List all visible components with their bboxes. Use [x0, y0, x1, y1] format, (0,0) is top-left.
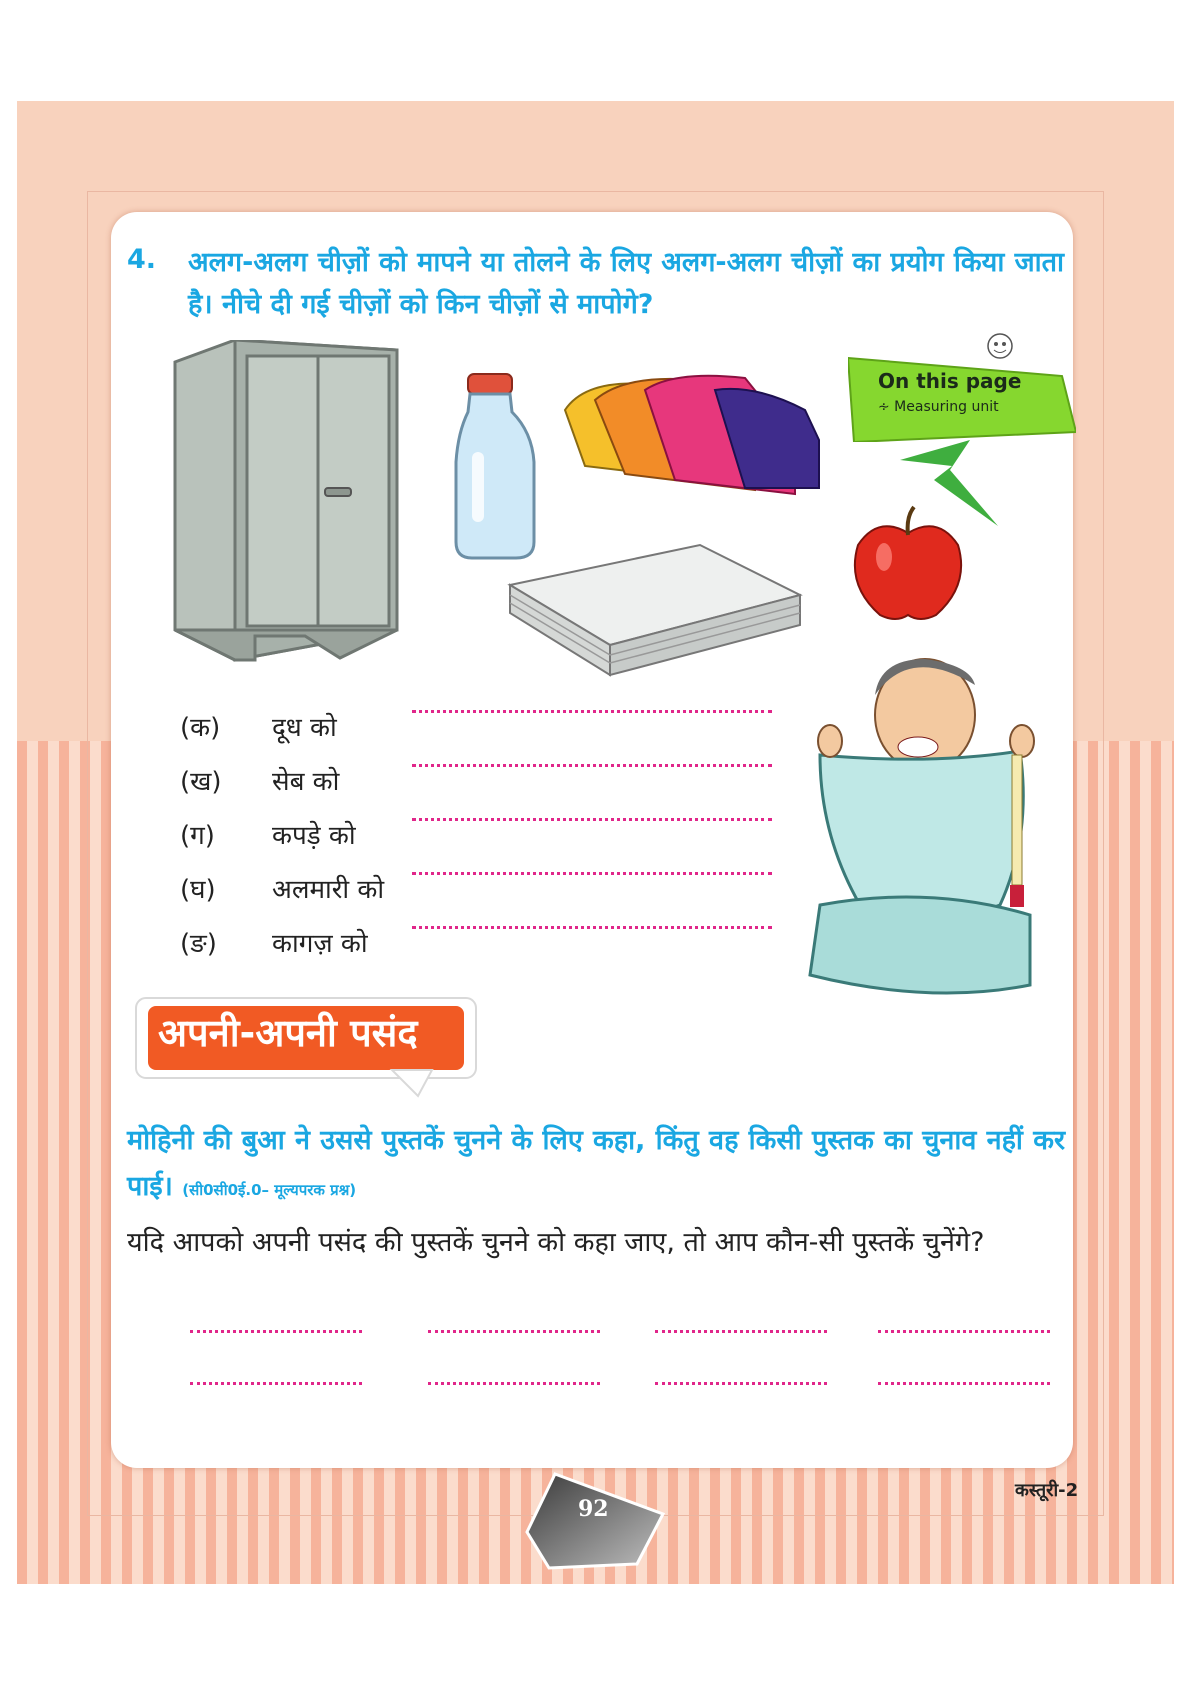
smiley-icon	[980, 330, 1020, 360]
question-paragraph: यदि आपको अपनी पसंद की पुस्तकें चुनने को कहा जाए, तो आप कौन-सी पुस्तकें चुनेंगे?	[127, 1227, 985, 1258]
milk-bottle-illustration	[450, 372, 540, 562]
paper-stack-illustration	[500, 535, 810, 685]
section-paragraph	[127, 1118, 1065, 1213]
answer-line[interactable]	[878, 1330, 1050, 1333]
ribbon-title: On this page	[878, 369, 1022, 393]
question-text: अलग-अलग चीज़ों को मापने या तोलने के लिए अलग-अलग चीज़ों का प्रयोग किया जाता है। नीचे दी गई चीज़ों को किन चीज़ों से मापोगे?	[188, 247, 1064, 320]
value-question-note: (सी0सी0ई.0– मूल्यपरक प्रश्न)	[182, 1181, 357, 1199]
answer-line[interactable]	[428, 1382, 600, 1385]
ribbon-arrow-icon	[900, 440, 1000, 530]
man-with-cloth-illustration	[800, 655, 1060, 1005]
page-number: 92	[578, 1496, 609, 1522]
item-label: (ग)	[180, 821, 215, 851]
cupboard-illustration	[165, 340, 405, 670]
answer-line[interactable]	[190, 1382, 362, 1385]
answer-line[interactable]	[412, 764, 772, 767]
answer-line[interactable]	[428, 1330, 600, 1333]
answer-line[interactable]	[190, 1330, 362, 1333]
paragraph-text: मोहिनी की बुआ ने उससे पुस्तकें चुनने के लिए कहा, किंतु वह किसी पुस्तक का चुनाव नहीं कर पाई।	[127, 1125, 1065, 1202]
answer-line[interactable]	[412, 872, 772, 875]
answer-line[interactable]	[878, 1382, 1050, 1385]
item-text: सेब को	[272, 767, 340, 797]
item-label: (ख)	[180, 767, 222, 797]
item-text: दूध को	[272, 713, 337, 743]
answer-line[interactable]	[412, 926, 772, 929]
folded-fabrics-illustration	[555, 370, 825, 500]
item-label: (घ)	[180, 875, 216, 905]
question-number: 4.	[127, 244, 157, 275]
answer-line[interactable]	[412, 710, 772, 713]
book-name: कस्तूरी-2	[1015, 1480, 1079, 1501]
item-label: (क)	[180, 713, 221, 743]
answer-line[interactable]	[655, 1382, 827, 1385]
item-text: कपड़े को	[272, 821, 356, 851]
section-title: अपनी-अपनी पसंद	[158, 1011, 418, 1055]
answer-line[interactable]	[655, 1330, 827, 1333]
item-label: (ङ)	[180, 929, 217, 959]
answer-line[interactable]	[412, 818, 772, 821]
item-text: कागज़ को	[272, 929, 368, 959]
item-text: अलमारी को	[272, 875, 385, 905]
ribbon-item: ∻ Measuring unit	[878, 399, 999, 415]
